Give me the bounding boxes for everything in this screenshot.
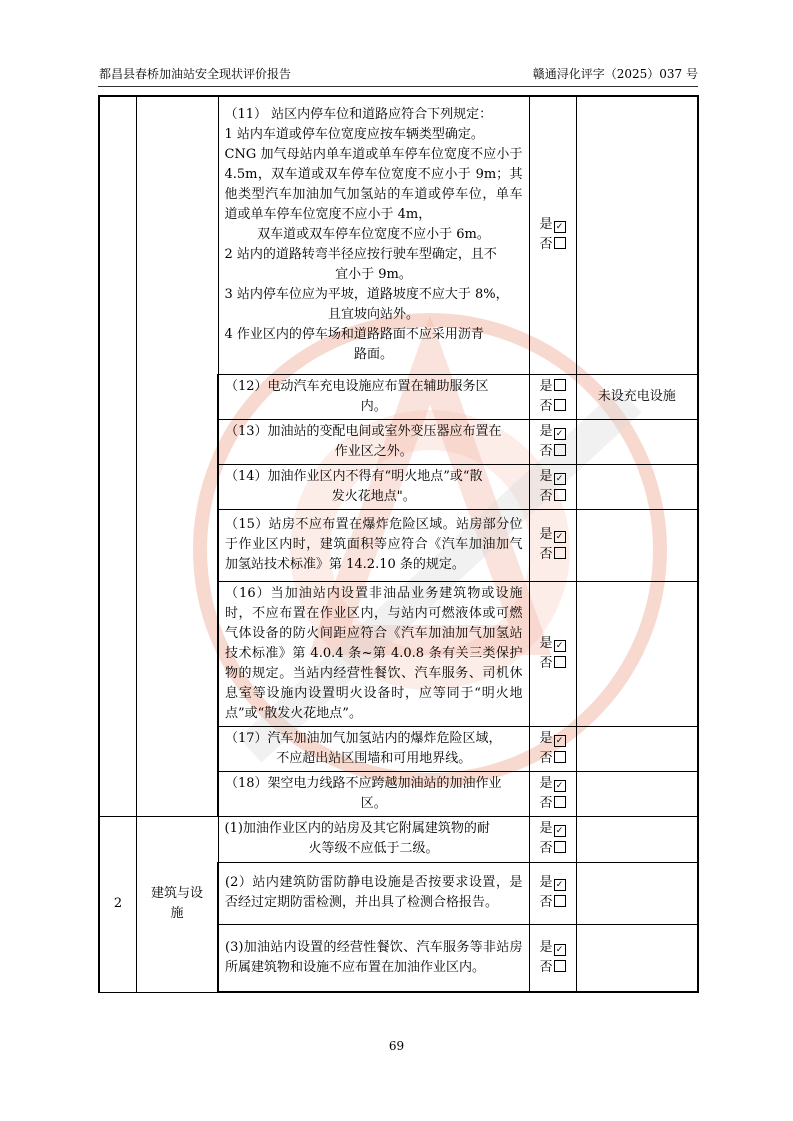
empty-box-icon bbox=[554, 960, 566, 972]
result-yes-label: 是 bbox=[539, 635, 553, 651]
requirement-text: (1)加油作业区内的站房及其它附属建筑物的耐 bbox=[224, 821, 490, 836]
item-number-cell: 2 bbox=[99, 816, 137, 992]
result-cell bbox=[529, 581, 576, 726]
result-yes bbox=[530, 938, 576, 958]
header-report-title: 都昌县春桥加油站安全现状评价报告 bbox=[99, 67, 292, 81]
result-no-label: 否 bbox=[539, 959, 553, 975]
result-yes bbox=[530, 467, 576, 487]
item-name-cell: 建筑与设施 bbox=[137, 816, 219, 992]
requirement-text: （17）汽车加油加气加氢站内的爆炸危险区域， bbox=[225, 730, 502, 746]
requirement-text: （11） 站区内停车位和道路应符合下列规定： bbox=[224, 107, 493, 123]
result-yes-label: 是 bbox=[539, 468, 553, 484]
requirement-text: 内。 bbox=[360, 398, 387, 414]
item-number-cell bbox=[99, 96, 137, 816]
result-no bbox=[530, 958, 576, 978]
result-no bbox=[530, 545, 576, 565]
result-no-label: 否 bbox=[539, 237, 553, 253]
result-yes bbox=[530, 634, 576, 654]
requirement-text: 发火花地点"。 bbox=[331, 488, 416, 504]
evaluation-table bbox=[98, 95, 699, 993]
result-no-label: 否 bbox=[539, 443, 553, 459]
result-yes-label: 是 bbox=[539, 217, 553, 233]
result-cell bbox=[529, 464, 576, 509]
remark-cell: 未设充电设施 bbox=[576, 374, 698, 419]
result-no-label: 否 bbox=[539, 488, 553, 504]
result-no bbox=[530, 487, 576, 507]
requirement-text: 且宜坡向站外。 bbox=[327, 307, 419, 323]
remark-cell bbox=[576, 862, 698, 924]
requirement-text: （16）当加油站内设置非油品业务建筑物或设施时，不应布置在作业区内，与站内可燃液体或可燃气体设备的防火间距应符合《汽车加油加气加氢站技术标准》第 4.0.4 条~第 4.0.8 条有关三类保护物的规定。当站内经营性餐饮、汽车服务、司机休息室等设施内设置明火设备时，应等同于“明火地点”或“散发火花地点”。 bbox=[225, 585, 523, 721]
result-no bbox=[530, 397, 576, 417]
result-cell bbox=[529, 816, 576, 862]
result-no-label: 否 bbox=[539, 795, 553, 811]
result-no-label: 否 bbox=[539, 655, 553, 671]
checked-box-icon: ✓ bbox=[554, 640, 566, 652]
checked-box-icon: ✓ bbox=[554, 473, 566, 485]
requirement-cell bbox=[218, 924, 529, 992]
table-row bbox=[99, 816, 698, 862]
result-no-label: 否 bbox=[539, 895, 553, 910]
empty-box-icon bbox=[554, 489, 566, 501]
result-no-label: 否 bbox=[539, 841, 553, 856]
result-no-label: 否 bbox=[539, 750, 553, 766]
result-no bbox=[530, 235, 576, 255]
result-no bbox=[530, 893, 576, 913]
empty-box-icon bbox=[554, 656, 566, 668]
result-yes bbox=[530, 873, 576, 893]
requirement-text: (2）站内建筑防雷防静电设施是否按要求设置，是否经过定期防雷检测，并出具了检测合格报告。 bbox=[225, 875, 523, 910]
header-divider bbox=[98, 86, 698, 87]
requirement-text: （13）加油站的变配电间或室外变压器应布置在 bbox=[225, 423, 502, 439]
item-name-cell bbox=[137, 96, 219, 816]
result-yes-label: 是 bbox=[539, 939, 553, 955]
result-yes bbox=[530, 819, 576, 839]
result-yes bbox=[530, 422, 576, 442]
header-report-number: 赣通浔化评字（2025）037 号 bbox=[532, 67, 698, 81]
requirement-cell bbox=[218, 374, 529, 419]
checked-box-icon: ✓ bbox=[554, 780, 566, 792]
requirement-cell bbox=[218, 464, 529, 509]
result-no-label: 否 bbox=[539, 398, 553, 414]
result-cell bbox=[529, 509, 576, 581]
requirement-cell bbox=[218, 726, 529, 771]
checked-box-icon: ✓ bbox=[554, 735, 566, 747]
requirement-text: 4 作业区内的停车场和道路路面不应采用沥青 bbox=[224, 327, 484, 343]
requirement-text: 不应超出站区围墙和可用地界线。 bbox=[276, 750, 472, 766]
result-no bbox=[530, 794, 576, 814]
requirement-text: CNG 加气母站内单车道或单车停车位宽度不应小于 4.5m，双车道或双车停车位宽度不应小于 9m；其他类型汽车加油加气加氢站的车道或停车位，单车道或单车停车位宽度不应小于 4m， bbox=[224, 147, 523, 223]
result-yes-label: 是 bbox=[539, 875, 553, 890]
requirement-cell bbox=[218, 862, 529, 924]
requirement-text: (3)加油站内设置的经营性餐饮、汽车服务等非站房所属建筑物和设施不应布置在加油作业区内。 bbox=[225, 939, 523, 975]
requirement-cell bbox=[218, 419, 529, 464]
requirement-text: 区。 bbox=[360, 795, 387, 811]
result-no bbox=[530, 654, 576, 674]
result-yes-label: 是 bbox=[539, 775, 553, 791]
result-cell bbox=[529, 771, 576, 816]
result-cell bbox=[529, 862, 576, 924]
requirement-text: 1 站内车道或停车位宽度应按车辆类型确定。 bbox=[224, 127, 484, 143]
result-cell bbox=[529, 726, 576, 771]
requirement-text: 双车道或双车停车位宽度不应小于 6m。 bbox=[257, 227, 490, 243]
empty-box-icon bbox=[554, 796, 566, 808]
result-yes-label: 是 bbox=[539, 821, 553, 836]
remark-cell bbox=[576, 816, 698, 862]
empty-box-icon bbox=[554, 547, 566, 559]
requirement-cell bbox=[218, 96, 529, 374]
page-number: 69 bbox=[388, 1039, 405, 1053]
requirement-cell bbox=[218, 771, 529, 816]
checked-box-icon: ✓ bbox=[554, 825, 566, 837]
empty-box-icon bbox=[554, 399, 566, 411]
requirement-text: （15）站房不应布置在爆炸危险区域。站房部分位于作业区内时，建筑面积等应符合《汽车加油加气加氢站技术标准》第 14.2.10 条的规定。 bbox=[225, 517, 523, 572]
checked-box-icon: ✓ bbox=[554, 221, 566, 233]
requirement-text: 作业区之外。 bbox=[334, 443, 413, 459]
result-cell bbox=[529, 96, 576, 374]
requirement-cell bbox=[218, 509, 529, 581]
result-cell bbox=[529, 419, 576, 464]
result-yes bbox=[530, 774, 576, 794]
result-yes-label: 是 bbox=[539, 378, 553, 394]
checked-box-icon: ✓ bbox=[554, 944, 566, 956]
requirement-text: （18）架空电力线路不应跨越加油站的加油作业 bbox=[225, 775, 502, 791]
remark-cell bbox=[576, 581, 698, 726]
remark-cell bbox=[576, 464, 698, 509]
requirement-text: 路面。 bbox=[353, 347, 393, 363]
result-yes-label: 是 bbox=[539, 730, 553, 746]
result-cell bbox=[529, 374, 576, 419]
requirement-cell bbox=[218, 816, 529, 862]
remark-cell bbox=[576, 96, 698, 374]
requirement-text: 宜小于 9m。 bbox=[335, 267, 412, 283]
requirement-text: （12）电动汽车充电设施应布置在辅助服务区 bbox=[225, 378, 489, 394]
empty-box-icon bbox=[554, 379, 566, 391]
result-no bbox=[530, 749, 576, 769]
empty-box-icon bbox=[554, 751, 566, 763]
result-cell bbox=[529, 924, 576, 992]
result-no-label: 否 bbox=[539, 547, 553, 562]
result-no bbox=[530, 442, 576, 462]
checked-box-icon: ✓ bbox=[554, 428, 566, 440]
empty-box-icon bbox=[554, 841, 566, 853]
requirement-text: 火等级不应低于二级。 bbox=[308, 841, 439, 856]
result-yes bbox=[530, 525, 576, 545]
requirement-text: 2 站内的道路转弯半径应按行驶车型确定，且不 bbox=[224, 247, 497, 263]
remark-cell bbox=[576, 509, 698, 581]
requirement-cell bbox=[218, 581, 529, 726]
result-yes-label: 是 bbox=[539, 423, 553, 439]
remark-cell bbox=[576, 924, 698, 992]
empty-box-icon bbox=[554, 237, 566, 249]
checked-box-icon: ✓ bbox=[554, 531, 566, 543]
table-row bbox=[99, 96, 698, 374]
remark-cell bbox=[576, 726, 698, 771]
result-yes bbox=[530, 215, 576, 235]
empty-box-icon bbox=[554, 895, 566, 907]
remark-cell bbox=[576, 419, 698, 464]
requirement-text: （14）加油作业区内不得有“明火地点”或“散 bbox=[225, 468, 483, 484]
result-yes bbox=[530, 377, 576, 397]
checked-box-icon: ✓ bbox=[554, 879, 566, 891]
result-yes bbox=[530, 729, 576, 749]
remark-cell bbox=[576, 771, 698, 816]
requirement-text: 3 站内停车位应为平坡，道路坡度不应大于 8%， bbox=[224, 287, 509, 303]
result-yes-label: 是 bbox=[539, 527, 553, 542]
result-no bbox=[530, 839, 576, 859]
empty-box-icon bbox=[554, 444, 566, 456]
